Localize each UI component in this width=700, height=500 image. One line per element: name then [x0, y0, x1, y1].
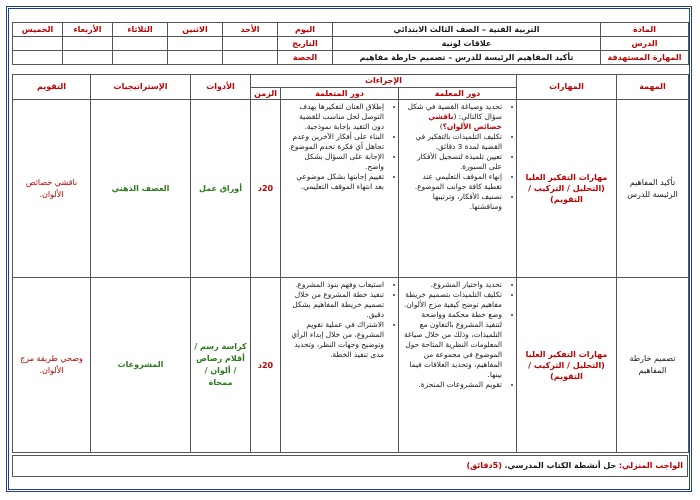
list-item: • تقويم المشروعات المنجزة.	[403, 380, 502, 390]
skill-label: المهارة المستهدفة	[601, 51, 689, 65]
table-row	[13, 100, 689, 278]
date-label: التاريخ	[278, 37, 333, 51]
col-procedures-header: الإجراءات	[251, 75, 517, 88]
col-student-header: دور المتعلمة	[281, 88, 399, 100]
row2-teacher-role	[399, 278, 517, 453]
col-time-header: الزمن	[251, 88, 281, 100]
row2-tools: كراسة رسم / أقلام رصاص / ألوان / ممحاة	[191, 278, 251, 453]
date-cell	[63, 37, 113, 51]
row2-time: 20د	[251, 278, 281, 453]
lesson-header-table	[12, 22, 689, 65]
list-item: • تصنيف الأفكار، وترتيبها ومناقشتها.	[403, 192, 502, 212]
date-cell	[168, 37, 223, 51]
col-skills-header: المهارات	[517, 75, 617, 100]
list-item: • تكليف التلميذات بالتفكير في القضية لمدة 3 دقائق.	[403, 132, 502, 152]
homework-duration: (5دقائق)	[466, 461, 502, 470]
list-item: • تحديد وصياغة القضية في شكل سؤال كالتالي: (ناقشي خصائص الألوان؟)	[403, 102, 502, 132]
row2-evaluation: وضحي طريقة مزج الألوان.	[13, 278, 91, 453]
col-teacher-header: دور المعلمة	[399, 88, 517, 100]
homework-label: الواجب المنزلي:	[618, 461, 683, 470]
day-label: اليوم	[278, 23, 333, 37]
period-label: الحصة	[278, 51, 333, 65]
col-tools-header: الأدوات	[191, 75, 251, 100]
list-item: • تنفيذ خطة المشروع من خلال تصميم خريطة المفاهيم بشكل دقيق.	[285, 290, 384, 320]
lesson-value: علاقات لونية	[333, 37, 601, 51]
row2-strategy: المشروعات	[91, 278, 191, 453]
period-cell	[113, 51, 168, 65]
list-item: • تحديد واختيار المشروع.	[403, 280, 502, 290]
homework-bar	[12, 455, 688, 477]
list-item: • وضع خطة محكمة وواضحة لتنفيذ المشروع بالتعاون مع التلميذات، وذلك من خلال صياغة المعلومات النظرية المتاحة حول الموضوع في مجموعة من المفاهيم، وتحديد العلاقات فيما بينها.	[403, 310, 502, 380]
col-evaluation-header: التقويم	[13, 75, 91, 100]
list-item: • تكليف التلميذات بتصميم خريطة مفاهيم توضح كيفية مزج الألوان.	[403, 290, 502, 310]
day-monday: الاثنين	[168, 23, 223, 37]
row1-time: 20د	[251, 100, 281, 278]
row2-skills: مهارات التفكير العليا (التحليل / التركيب / التقويم)	[517, 278, 617, 453]
list-item: • إنهاء الموقف التعليمي عند تغطية كافة جوانب الموضوع.	[403, 172, 502, 192]
homework-text: حل أنشطة الكتاب المدرسي.	[504, 461, 617, 470]
row1-student-role	[281, 100, 399, 278]
subject-label: المادة	[601, 23, 689, 37]
row2-student-role	[281, 278, 399, 453]
row1-teacher-role	[399, 100, 517, 278]
list-item: • الاشتراك في عملية تقويم المشروع، من خلال إبداء الرأي وتوضيح وجهات النظر، وتحديد مدى تنفيذ الخطة.	[285, 320, 384, 360]
row1-tools: أوراق عمل	[191, 100, 251, 278]
row2-task: تصميم خارطة المفاهيم	[617, 278, 689, 453]
list-item: • البناء على أفكار الآخرين وعدم تجاهل أي فكرة تخدم الموضوع.	[285, 132, 384, 152]
day-thursday: الخميس	[13, 23, 63, 37]
list-item: • تعيين تلميذة لتسجيل الأفكار على السبورة.	[403, 152, 502, 172]
period-cell	[63, 51, 113, 65]
period-cell	[168, 51, 223, 65]
col-task-header: المهمة	[617, 75, 689, 100]
list-item: • الإجابة على السؤال بشكل واضح.	[285, 152, 384, 172]
subject-value: التربية الفنية – الصف الثالث الابتدائي	[333, 23, 601, 37]
table-row	[13, 278, 689, 453]
date-cell	[113, 37, 168, 51]
row1-skills: مهارات التفكير العليا (التحليل / التركيب / التقويم)	[517, 100, 617, 278]
period-cell	[223, 51, 278, 65]
row1-strategy: العصف الذهني	[91, 100, 191, 278]
list-item: • إطلاق العنان لتفكيرها بهدف التوصل لحل مناسب للقضية دون التقيد بإجابة نموذجية.	[285, 102, 384, 132]
list-item: • تقييم إجابتها بشكل موضوعي بعد انتهاء الموقف التعليمي.	[285, 172, 384, 192]
date-cell	[13, 37, 63, 51]
lesson-label: الدرس	[601, 37, 689, 51]
skill-value: تأكيد المفاهيم الرئيسة للدرس – تصميم خارطة مفاهيم	[333, 51, 601, 65]
col-strategies-header: الإستراتيجيات	[91, 75, 191, 100]
day-sunday: الأحد	[223, 23, 278, 37]
list-item: • استيعاب وفهم بنود المشروع.	[285, 280, 384, 290]
row1-evaluation: ناقشي خصائص الألوان.	[13, 100, 91, 278]
day-wednesday: الأربعاء	[63, 23, 113, 37]
procedures-table	[12, 74, 689, 453]
day-tuesday: الثلاثاء	[113, 23, 168, 37]
date-cell	[223, 37, 278, 51]
row1-task: تأكيد المفاهيم الرئيسة للدرس	[617, 100, 689, 278]
period-cell	[13, 51, 63, 65]
